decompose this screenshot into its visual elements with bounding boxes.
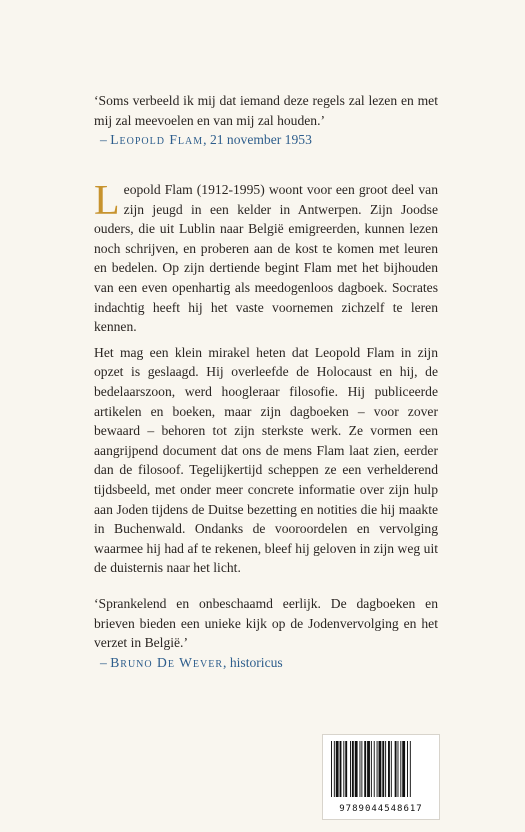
barcode-bar (334, 741, 335, 797)
barcode-bar (355, 741, 358, 797)
opening-quote (94, 91, 438, 150)
barcode-bar (391, 741, 392, 797)
barcode-bar (367, 741, 370, 797)
barcode-bar (407, 741, 408, 797)
barcode-bar (350, 741, 351, 797)
review-attribution-author: Bruno De Wever (110, 654, 224, 670)
barcode-bar (361, 741, 362, 797)
review-quote-text: ‘Sprankelend en onbeschaamd eerlijk. De dagboeken en brieven bieden een unieke kijk op de Jodenvervolging en het verzet in België.’ (94, 596, 438, 651)
barcode-bar (364, 741, 366, 797)
review-quote (94, 594, 438, 672)
barcode-bar (398, 741, 399, 797)
isbn-barcode (322, 734, 440, 820)
review-attribution-role: , historicus (223, 654, 283, 670)
barcode-bar (377, 741, 378, 797)
barcode-bar (395, 741, 397, 797)
barcode-bar (388, 741, 390, 797)
barcode-digits: 9789044548617 (339, 804, 423, 814)
barcode-bar (340, 741, 342, 797)
barcode-bars (323, 735, 439, 801)
barcode-bar (410, 741, 411, 797)
barcode-bar (382, 741, 384, 797)
attribution-author: Leopold Flam (110, 132, 204, 148)
opening-quote-text: ‘Soms verbeeld ik mij dat iemand deze regels zal lezen en met mij zal meevoelen en van mij zal houden.’ (94, 93, 438, 128)
barcode-bar (379, 741, 382, 797)
barcode-bar (400, 741, 401, 797)
barcode-bar (336, 741, 339, 797)
barcode-bar (371, 741, 372, 797)
barcode-bar (352, 741, 354, 797)
barcode-bar (374, 741, 375, 797)
blurb-paragraph-1-text: eopold Flam (1912-1995) woont voor een groot deel van zijn jeugd in een kelder in Antwerpen. Zijn Joodse ouders, die uit Lublin naar België emigreerden, kunnen lezen noch schrijven, en proberen aan de kost te komen met leuren en bedelen. Op zijn dertiende begint Flam met het bijhouden van een even openhartig als meedogenloos dagboek. Socrates indachtig heeft hij het vaste voornemen zichzelf te leren kennen. (94, 182, 438, 335)
barcode-bar (345, 741, 347, 797)
review-attribution-dash: – (100, 654, 107, 670)
review-quote-attribution (100, 653, 438, 673)
blurb-body (94, 180, 438, 578)
attribution-dash: – (100, 132, 107, 148)
barcode-bar (360, 741, 361, 797)
blurb-paragraph-2: Het mag een klein mirakel heten dat Leopold Flam in zijn opzet is geslaagd. Hij overleefde de Holocaust en hij, de bedelaarszoon, werd hoogleraar filosofie. Hij publiceerde artikelen en boeken, maar zijn dagboeken – voor zover bewaard – behoren tot zijn sterkste werk. Ze vormen een aangrijpend document dat ons de mens Flam laat zien, eerder dan de filosoof. Tegelijkertijd scheppen ze een verhelderend tijdsbeeld, met onder meer concrete informatie over zijn hulp aan Joden tijdens de Duitse bezetting en notities die hij maakte in Buchenwald. Ondanks de vooroordelen en vervolging waarmee hij had af te rekenen, bleef hij geloven in zijn weg uit de duisternis naar het licht. (94, 344, 438, 576)
attribution-date: , 21 november 1953 (203, 132, 312, 148)
drop-cap: L (94, 178, 120, 224)
barcode-bar (402, 741, 405, 797)
barcode-bar (343, 741, 344, 797)
barcode-bar (331, 741, 332, 797)
opening-quote-attribution (100, 130, 438, 150)
blurb-paragraph-1 (94, 180, 438, 337)
barcode-bar (385, 741, 386, 797)
